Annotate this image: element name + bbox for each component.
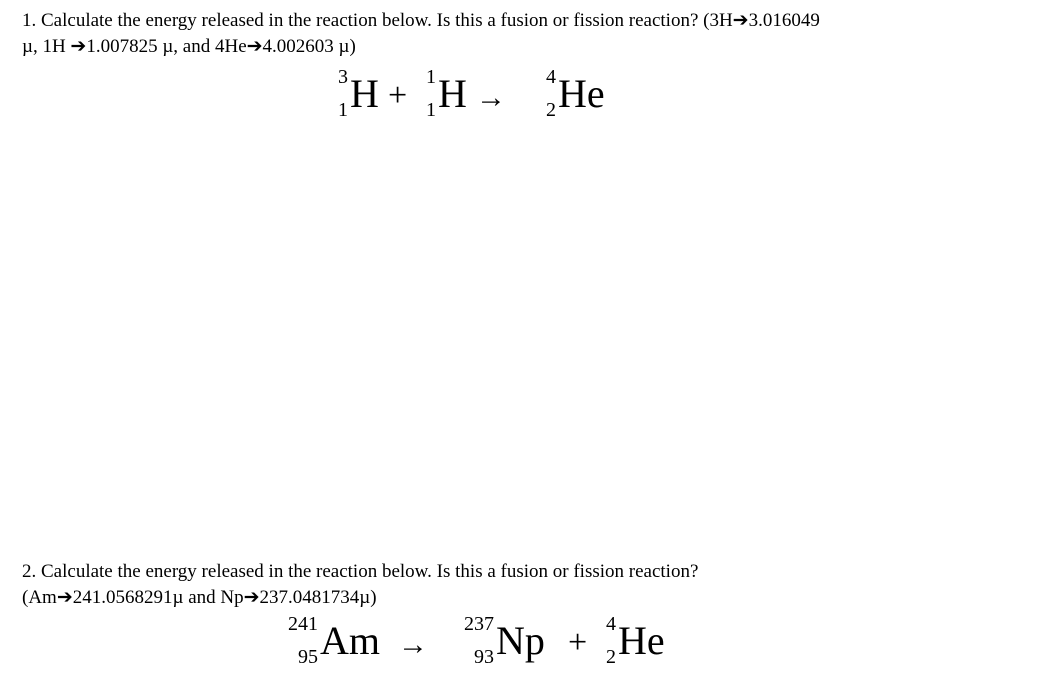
atomic-number: 2	[606, 646, 616, 668]
reaction-arrow: →	[476, 81, 506, 114]
atomic-number: 95	[298, 646, 318, 668]
mass-number: 4	[546, 66, 556, 88]
plus-operator: +	[568, 624, 588, 661]
question-2	[22, 559, 698, 611]
element-symbol: He	[618, 618, 665, 663]
question-2-line-1: 2. Calculate the energy released in the reaction below. Is this a fusion or fission reaction?	[22, 561, 699, 582]
atomic-number: 1	[426, 99, 436, 121]
question-1-line-2: µ, 1H ➔1.007825 µ, and 4He➔4.002603 µ)	[22, 36, 356, 57]
element-symbol: Np	[496, 618, 545, 663]
mass-number: 4	[606, 613, 616, 635]
reaction-arrow: →	[398, 628, 428, 661]
atomic-number: 93	[474, 646, 494, 668]
element-symbol: Am	[320, 618, 380, 663]
atomic-number: 1	[338, 99, 348, 121]
question-2-line-2: (Am➔241.0568291µ and Np➔237.0481734µ)	[22, 587, 377, 608]
question-1-line-1: 1. Calculate the energy released in the reaction below. Is this a fusion or fission reaction? (3H➔3.016049	[22, 10, 820, 31]
element-symbol: H	[438, 71, 467, 116]
mass-number: 1	[426, 66, 436, 88]
mass-number: 3	[338, 66, 348, 88]
reaction-1-equation	[328, 67, 648, 127]
mass-number: 237	[464, 613, 494, 635]
plus-operator: +	[388, 77, 408, 114]
element-symbol: He	[558, 71, 605, 116]
question-1	[22, 8, 820, 60]
mass-number: 241	[288, 613, 318, 635]
element-symbol: H	[350, 71, 379, 116]
reaction-2-equation	[268, 614, 708, 676]
atomic-number: 2	[546, 99, 556, 121]
